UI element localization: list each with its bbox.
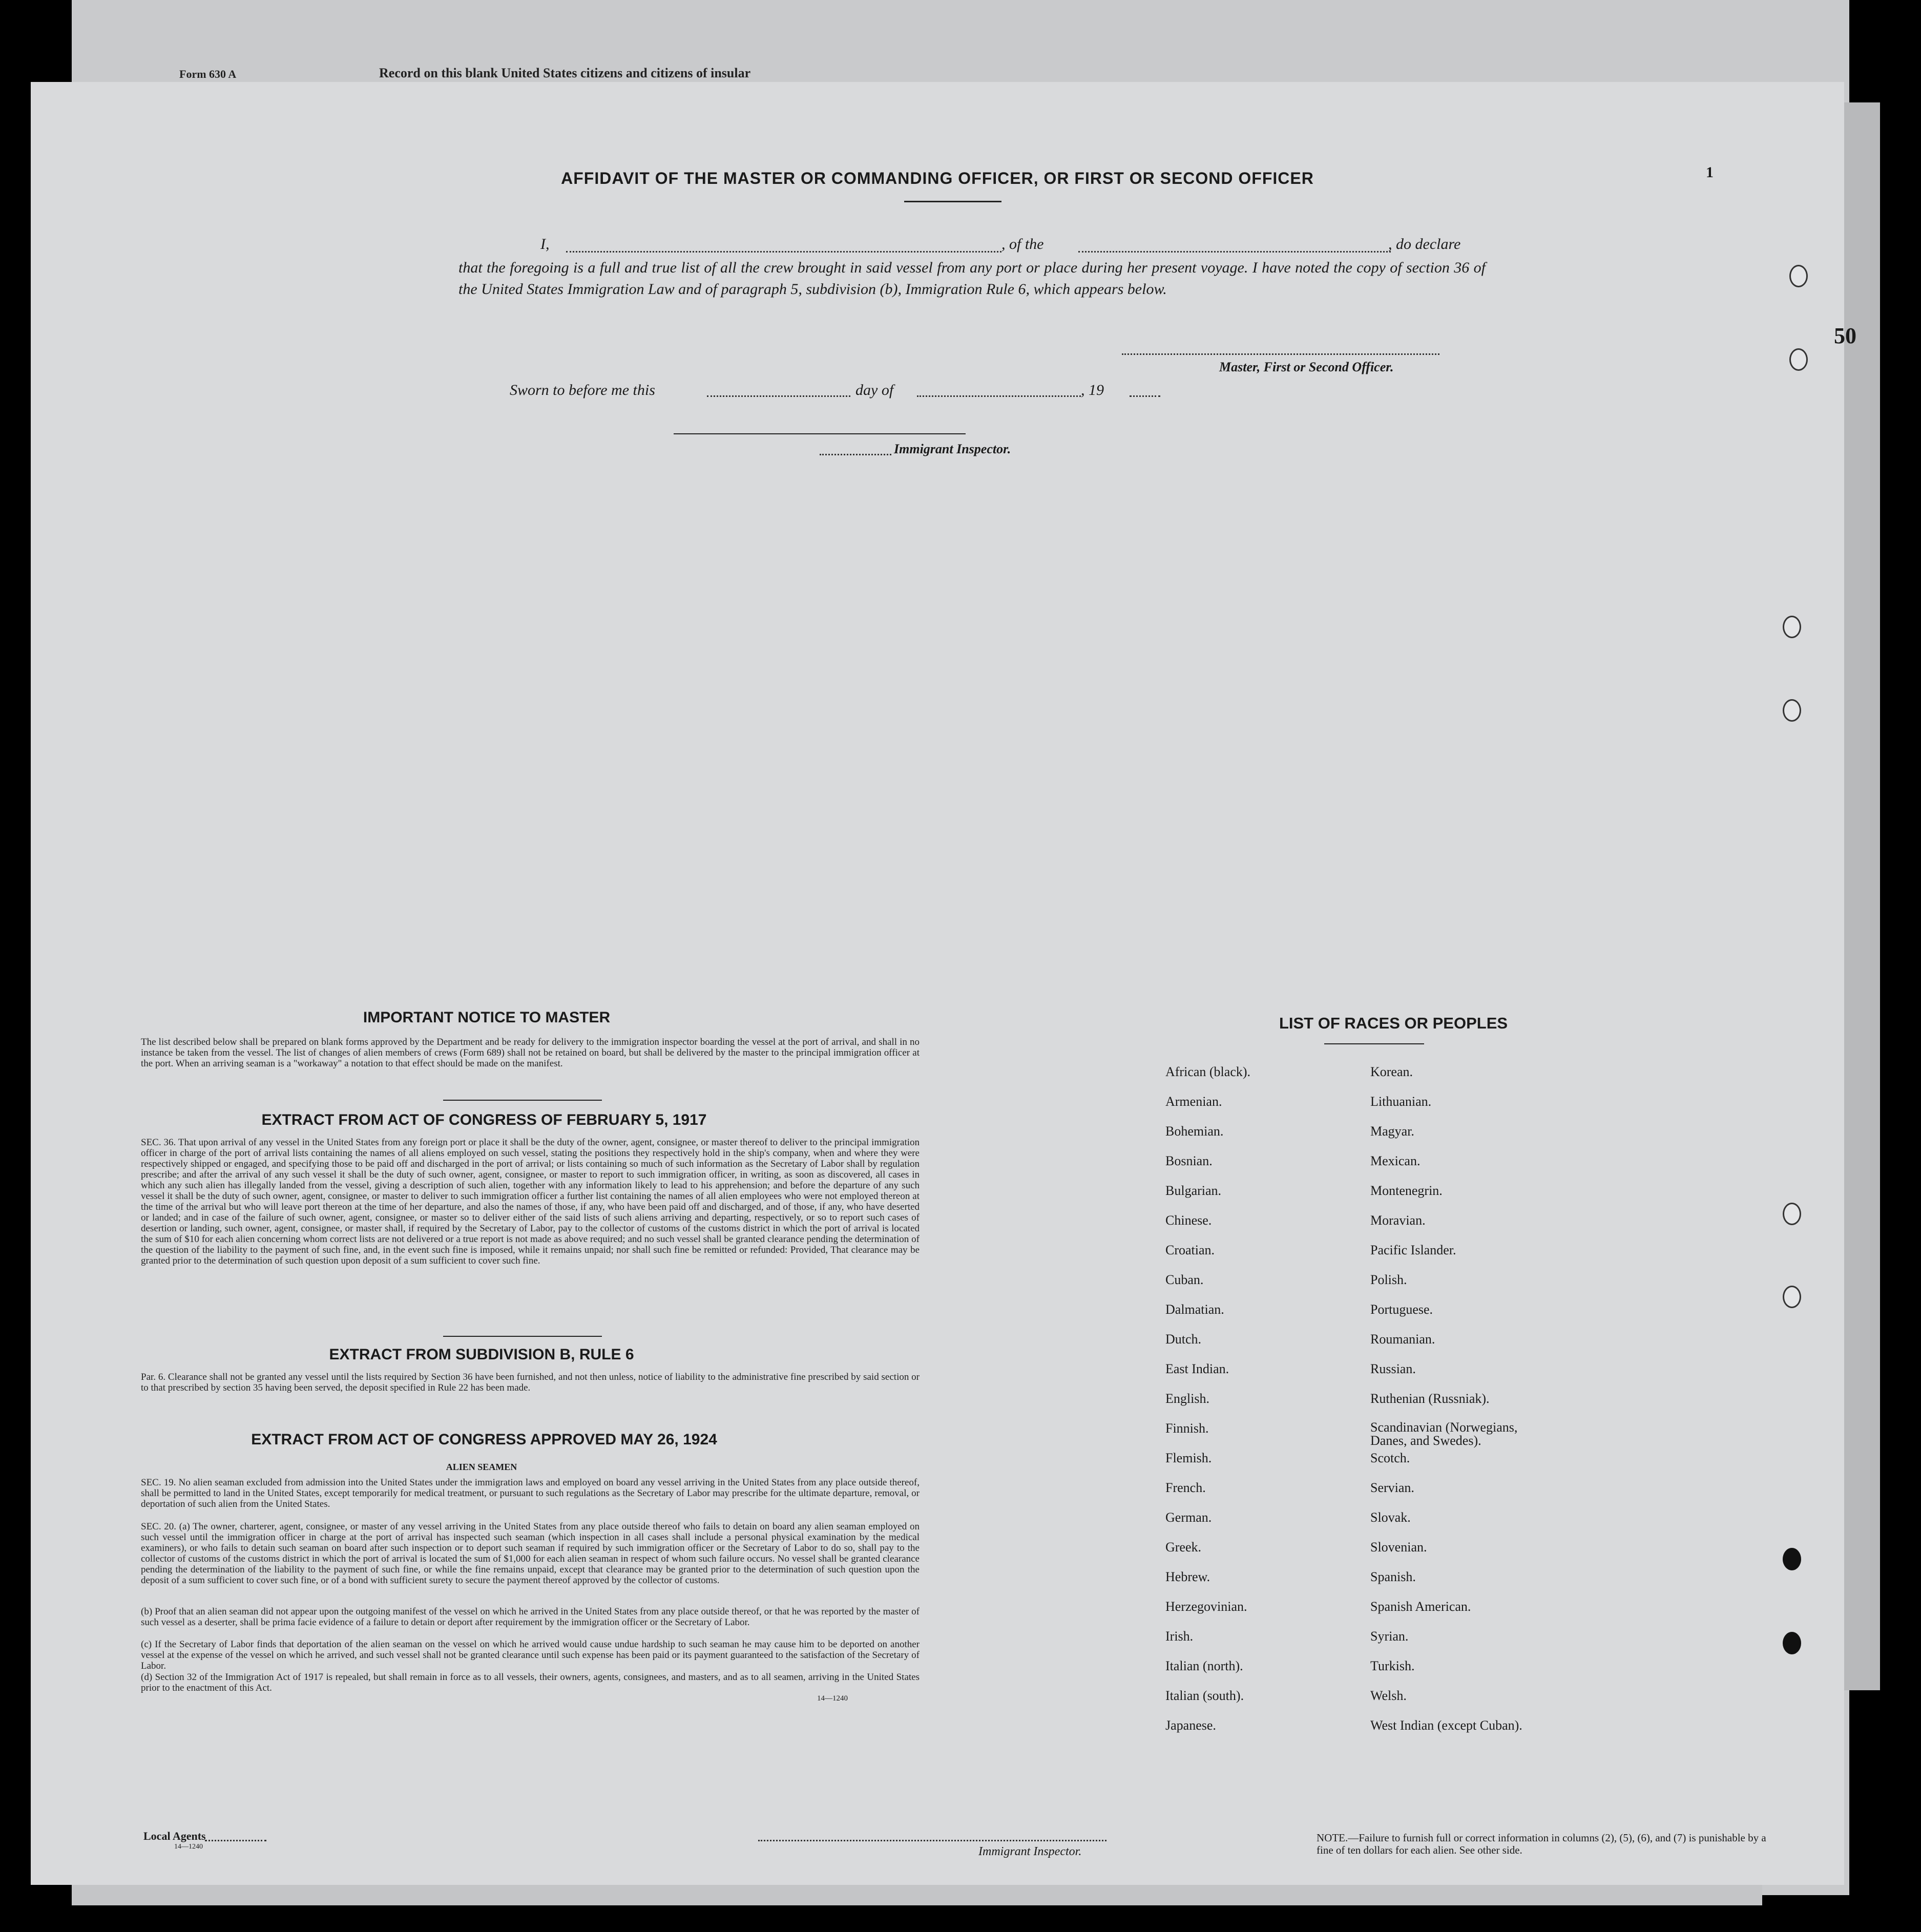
race-item: Scandinavian (Norwegians, Danes, and Swedes).: [1370, 1420, 1518, 1448]
extract-1924-sec20d: (d) Section 32 of the Immigration Act of 1917 is repealed, but shall remain in force as to all vessels, their owners, agents, consignees, and masters, and as to all seamen, arriving in the United States prior to the enactment of this Act.: [141, 1672, 920, 1693]
race-item: English.: [1165, 1391, 1209, 1406]
master-signature-field[interactable]: [1122, 353, 1439, 355]
sworn-year-field[interactable]: [1130, 395, 1160, 397]
local-agents-label: Local Agents: [143, 1830, 206, 1842]
footer-inspector-label: Immigrant Inspector.: [978, 1845, 1082, 1858]
vessel-field[interactable]: [1078, 251, 1391, 253]
race-item: Hebrew.: [1165, 1569, 1210, 1584]
extract-1917-title: EXTRACT FROM ACT OF CONGRESS OF FEBRUARY 5, 1917: [261, 1111, 707, 1128]
extract-1924-sec20c: (c) If the Secretary of Labor finds that deportation of the alien seaman on the vessel on which he arrived would cause undue hardship to such seaman he may cause him to be deported on another vessel at the expense of the vessel on which he arrived, and such vessel shall not be granted clearance until such expense has been paid or its payment guaranteed to the satisfaction of the Secretary of Labor.: [141, 1639, 920, 1671]
punch-hole: [1789, 348, 1808, 371]
extract-rule6-title: EXTRACT FROM SUBDIVISION B, RULE 6: [329, 1346, 634, 1363]
race-item: Spanish American.: [1370, 1599, 1471, 1614]
punch-hole: [1783, 616, 1801, 638]
master-signature-label: Master, First or Second Officer.: [1219, 360, 1394, 374]
race-item: Dalmatian.: [1165, 1302, 1224, 1317]
race-item: Portuguese.: [1370, 1302, 1433, 1317]
race-item: Slovak.: [1370, 1510, 1411, 1525]
race-item: Pacific Islander.: [1370, 1243, 1456, 1257]
top-note: Record on this blank United States citizens and citizens of insular: [379, 66, 751, 80]
race-item: Japanese.: [1165, 1718, 1216, 1733]
race-item: Greek.: [1165, 1540, 1202, 1555]
extract-rule6-text: Par. 6. Clearance shall not be granted any vessel until the lists required by Section 36 have been furnished, and not then unless, notice of liability to the administrative fine prescribed by said section or to that prescribed by section 35 having been served, the deposit specified in Rule 22 has been made.: [141, 1372, 920, 1393]
notice-text: The list described below shall be prepared on blank forms approved by the Department and be ready for delivery to the immigration inspector boarding the vessel at the port of arrival, and shall in no instance be taken from the vessel. The list of changes of alien members of crews (Form 689) shall not be retained on board, but shall be delivered by the master to the principal immigration officer at the port. When an arriving seaman is a "workaway" a notation to that effect should be made on the manifest.: [141, 1037, 920, 1069]
race-item: Slovenian.: [1370, 1540, 1427, 1555]
extract-1924-sec19: SEC. 19. No alien seaman excluded from admission into the United States under the immigration laws and employed on board any vessel arriving in the United States from any place outside thereof, shall be permitted to land in the United States, except temporarily for medical treatment, or pursuant to such regulations as the Secretary of Labor may prescribe for the ultimate departure, removal, or deportation of such alien from the United States.: [141, 1477, 920, 1509]
sworn-day-of: day of: [855, 382, 894, 398]
sworn-day-field[interactable]: [707, 395, 850, 397]
race-item: Scotch.: [1370, 1451, 1410, 1465]
affidavit-title: AFFIDAVIT OF THE MASTER OR COMMANDING OFFICER, OR FIRST OR SECOND OFFICER: [561, 169, 1314, 187]
race-item: Irish.: [1165, 1629, 1194, 1644]
punch-hole: [1783, 1203, 1801, 1225]
race-item: Dutch.: [1165, 1332, 1202, 1347]
race-item: Chinese.: [1165, 1213, 1212, 1228]
race-item: French.: [1165, 1480, 1206, 1495]
title-rule: [904, 201, 1001, 202]
punch-hole: [1789, 265, 1808, 287]
sworn-month-field[interactable]: [917, 395, 1081, 397]
race-item: Italian (north).: [1165, 1658, 1243, 1673]
footer-inspector-field[interactable]: [758, 1840, 1106, 1841]
race-item: Cuban.: [1165, 1272, 1204, 1287]
name-field[interactable]: [566, 251, 1001, 253]
race-item: Magyar.: [1370, 1124, 1414, 1139]
extract-1917-text: SEC. 36. That upon arrival of any vessel in the United States from any foreign port or place it shall be the duty of the owner, agent, consignee, or master thereof to deliver to the principal immigration officer in charge of the port of arrival lists containing the names of all aliens employed on such vessel, stating the positions they respectively hold in the ship's company, when and where they were respectively shipped or engaged, and specifying those to be paid off and discharged in the port of arrival; or lists containing so much of such information as the Secretary of Labor shall by regulation prescribe; and after the arrival of any such vessel it shall be the duty of such owner, agent, consignee, or master to report to such immigration officer, in writing, as soon as discovered, all cases in which any such alien has illegally landed from the vessel, giving a description of such alien, together with any information likely to lead to his apprehension; and before the departure of any such vessel it shall be the duty of such owner, agent, consignee, or master to deliver to such immigration officer a further list containing the names of all alien employees who were not employed thereon at the time of the arrival but who will leave port thereon at the time of her departure, and also the names of those, if any, who have been paid off and discharged, and of those, if any, who have deserted or landed; and in case of the failure of such owner, agent, consignee, or master so to deliver either of the said lists of such aliens arriving and departing, respectively, or so to report such cases of desertion or landing, such owner, agent, consignee, or master shall, if required by the Secretary of Labor, pay to the collector of customs of the customs district in which the port of arrival is located the sum of $10 for each alien concerning whom correct lists are not delivered or a true report is not made as above required; and no such vessel shall be granted clearance pending the determination of the question of the liability to the payment of such fine, and, in the event such fine is imposed, while it remains unpaid; nor shall such fine be remitted or refunded: Provided, That clearance may be granted prior to the determination of such question upon deposit of a sum sufficient to cover such fine.: [141, 1137, 920, 1266]
inspector-dots: [820, 454, 891, 455]
race-item: Servian.: [1370, 1480, 1414, 1495]
race-item: German.: [1165, 1510, 1212, 1525]
race-item: Finnish.: [1165, 1421, 1209, 1436]
punch-hole: [1783, 1286, 1801, 1308]
race-item: Turkish.: [1370, 1658, 1415, 1673]
sworn-prefix: Sworn to before me this: [510, 382, 655, 398]
notice-title: IMPORTANT NOTICE TO MASTER: [363, 1009, 611, 1026]
extract-1924-subtitle: ALIEN SEAMEN: [446, 1462, 517, 1472]
race-item: Flemish.: [1165, 1451, 1212, 1465]
race-item: Russian.: [1370, 1361, 1416, 1376]
race-item: Bohemian.: [1165, 1124, 1224, 1139]
race-item: Montenegrin.: [1370, 1183, 1443, 1198]
race-item: Italian (south).: [1165, 1688, 1244, 1703]
race-item: Moravian.: [1370, 1213, 1426, 1228]
races-rule: [1324, 1043, 1424, 1044]
race-item: East Indian.: [1165, 1361, 1229, 1376]
form-number: Form 630 A: [179, 68, 237, 80]
race-item: Spanish.: [1370, 1569, 1416, 1584]
punch-hole: [1783, 699, 1801, 722]
affidavit-statement: that the foregoing is a full and true list of all the crew brought in said vessel from any port or place during her present voyage. I have noted the copy of section 36 of the United States Immigration Law and of paragraph 5, subdivision (b), Immigration Rule 6, which appears below.: [458, 259, 1486, 298]
affidavit-do-declare: , do declare: [1388, 236, 1461, 253]
race-item: Bulgarian.: [1165, 1183, 1222, 1198]
race-item: Roumanian.: [1370, 1332, 1435, 1347]
affidavit-line-1: [499, 236, 1519, 258]
race-item: West Indian (except Cuban).: [1370, 1718, 1522, 1733]
divider: [443, 1100, 602, 1101]
divider: [443, 1336, 602, 1337]
race-item: African (black).: [1165, 1064, 1251, 1079]
extract-1924-sec20a: SEC. 20. (a) The owner, charterer, agent, consignee, or master of any vessel arriving in the United States from any place outside thereof who fails to detain on board any alien seaman employed on such vessel until the immigration officer in charge at the port of arrival has inspected such seaman (which inspection in all cases shall include a personal physical examination by the medical examiners), or who fails to detain such seaman on board after such inspection or to deport such seaman if required by such immigration officer or the Secretary of Labor to do so, shall pay to the collector of customs of the customs district in which the port of arrival is located the sum of $1,000 for each alien seaman in respect of whom such failure occurs. No vessel shall be granted clearance pending the determination of the liability to the payment of such fine, or while the fine remains unpaid, except that clearance may be granted prior to the determination of such question upon the deposit of a sum sufficient to cover such fine, or of a bond with sufficient surety to secure the payment thereof approved by the collector of customs.: [141, 1521, 920, 1586]
form-page: [31, 82, 1856, 1885]
race-item: Mexican.: [1370, 1153, 1421, 1168]
sworn-year: , 19: [1081, 382, 1104, 398]
race-item: Syrian.: [1370, 1629, 1409, 1644]
extract-1924-sec20b: (b) Proof that an alien seaman did not appear upon the outgoing manifest of the vessel on which he arrived in the United States from any place outside thereof, or that he was reported by the master of such vessel as a deserter, shall be prima facie evidence of a failure to detain or deport after requirement by the immigration officer or the Secretary of Labor.: [141, 1606, 920, 1628]
race-item: Lithuanian.: [1370, 1094, 1432, 1109]
race-item: Croatian.: [1165, 1243, 1215, 1257]
races-title: LIST OF RACES OR PEOPLES: [1279, 1014, 1508, 1032]
extract-1924-title: EXTRACT FROM ACT OF CONGRESS APPROVED MAY 26, 1924: [251, 1431, 717, 1448]
race-item: Herzegovinian.: [1165, 1599, 1247, 1614]
print-code: 14—1240: [817, 1694, 848, 1703]
local-agents-field[interactable]: [205, 1840, 266, 1841]
race-item: Welsh.: [1370, 1688, 1407, 1703]
page-mark: 1: [1706, 164, 1714, 181]
affidavit-i: I,: [540, 236, 550, 253]
punch-hole: [1783, 1548, 1801, 1570]
inspector-signature-line[interactable]: [674, 433, 966, 434]
inspector-label: Immigrant Inspector.: [894, 442, 1011, 456]
race-item: Ruthenian (Russniak).: [1370, 1391, 1490, 1406]
race-item: Korean.: [1370, 1064, 1413, 1079]
affidavit-of-the: , of the: [1001, 236, 1044, 253]
race-item: Bosnian.: [1165, 1153, 1213, 1168]
race-item: Armenian.: [1165, 1094, 1222, 1109]
footer-note: NOTE.—Failure to furnish full or correct information in columns (2), (5), (6), and (7) is punishable by a fine of ten dollars for each alien. See other side.: [1317, 1832, 1766, 1856]
punch-hole: [1783, 1632, 1801, 1654]
local-agents-code: 14—1240: [174, 1843, 203, 1851]
race-item: Polish.: [1370, 1272, 1407, 1287]
side-digits: 50: [1834, 323, 1856, 348]
